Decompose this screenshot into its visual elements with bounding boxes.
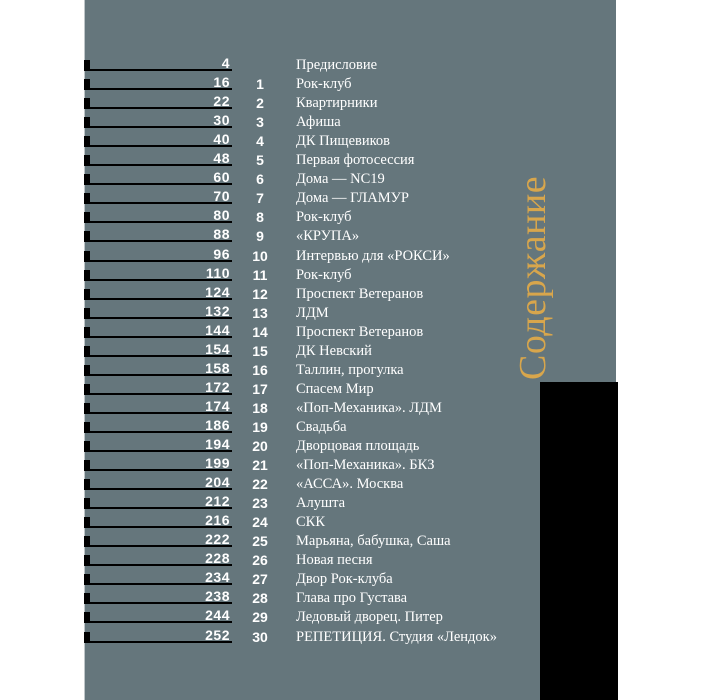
- page-number: 204: [205, 474, 230, 491]
- rule-marker: [84, 270, 90, 279]
- page-number: 154: [205, 340, 230, 357]
- toc-entry: [0, 131, 700, 153]
- page-number: 4: [221, 55, 230, 71]
- rule-marker: [84, 231, 90, 240]
- chapter-number: 19: [252, 418, 268, 435]
- toc-entry: [0, 226, 700, 248]
- rule-marker: [84, 632, 90, 641]
- page-rule: [84, 207, 232, 229]
- chapter-title: ДК Пищевиков: [296, 133, 391, 150]
- rule-marker: [84, 79, 90, 88]
- toc-entry: [0, 93, 700, 115]
- chapter-title: Спасем Мир: [296, 380, 374, 397]
- chapter-number: 23: [252, 495, 268, 512]
- chapter-number: 29: [252, 609, 268, 626]
- page-number: 16: [213, 74, 230, 91]
- page-number: 132: [205, 302, 230, 319]
- rule-marker: [84, 612, 90, 621]
- chapter-number: 24: [252, 514, 268, 531]
- chapter-title: Рок-клуб: [296, 266, 352, 283]
- rule-line: [84, 164, 232, 166]
- page-number: 70: [213, 188, 230, 205]
- chapter-number: 21: [252, 457, 268, 474]
- page-number: 80: [213, 207, 230, 224]
- kino-logo: КИНО: [625, 221, 727, 470]
- toc-entry: [0, 321, 700, 344]
- chapter-title: Проспект Ветеранов: [296, 285, 424, 302]
- rule-line: [84, 240, 232, 242]
- toc-entry: [0, 112, 700, 134]
- page-rule: [84, 150, 232, 172]
- page-number: 96: [213, 245, 230, 262]
- toc-entry: [0, 474, 700, 496]
- page-number: 199: [205, 455, 230, 472]
- toc-entry: [0, 416, 700, 439]
- rule-line: [84, 126, 232, 128]
- chapter-title: Таллин, прогулка: [296, 361, 404, 378]
- chapter-title: ЛДМ: [296, 304, 329, 321]
- rule-line: [84, 69, 232, 71]
- chapter-number: 20: [252, 438, 268, 454]
- chapter-number: 12: [252, 285, 268, 302]
- page-number: 238: [205, 588, 230, 605]
- rule-marker: [84, 136, 90, 145]
- toc-entry: [0, 245, 700, 268]
- toc-entry: [0, 359, 700, 382]
- page-rule: [84, 169, 232, 191]
- page-number: 222: [205, 531, 230, 548]
- page-number: 194: [205, 436, 230, 452]
- page-number: 234: [205, 569, 230, 586]
- toc-entry: [0, 150, 700, 172]
- toc-entry: [0, 455, 700, 477]
- rule-marker: [84, 365, 90, 374]
- toc-entry: [0, 74, 700, 96]
- page-number: 172: [205, 378, 230, 395]
- rule-marker: [84, 422, 90, 431]
- rule-line: [84, 221, 232, 223]
- toc-entry: [0, 493, 700, 515]
- rule-marker: [84, 536, 90, 545]
- page-number: 174: [205, 397, 230, 414]
- chapter-title: Алушта: [296, 495, 346, 512]
- page-number: 60: [213, 169, 230, 186]
- toc-entry: [0, 207, 700, 229]
- page-rule: [84, 188, 232, 210]
- toc-entry: [0, 531, 700, 553]
- toc-entry: [0, 55, 700, 77]
- page-rule: [84, 226, 232, 248]
- page-number: 110: [205, 264, 230, 281]
- chapter-title: «Поп-Механика». БКЗ: [296, 457, 435, 474]
- chapter-title: Ледовый дворец. Питер: [296, 609, 443, 626]
- toc-entry: [0, 569, 700, 591]
- toc-entry: [0, 588, 700, 610]
- chapter-number: 10: [252, 247, 268, 264]
- toc-entry: [0, 607, 700, 629]
- chapter-title: Первая фотосессия: [296, 152, 415, 169]
- rule-marker: [84, 117, 90, 126]
- chapter-number: 11: [252, 266, 268, 283]
- toc-entry: [0, 283, 700, 306]
- chapter-number: 1: [256, 76, 264, 93]
- chapter-title: Дворцовая площадь: [296, 438, 420, 454]
- chapter-title: Квартирники: [296, 95, 378, 112]
- page-rule: [84, 112, 232, 134]
- chapter-number: 30: [252, 628, 268, 645]
- rule-marker: [84, 174, 90, 183]
- page-number: 252: [205, 626, 230, 643]
- chapter-number: 25: [252, 533, 268, 550]
- rule-marker: [84, 98, 90, 107]
- chapter-number: 9: [256, 228, 264, 245]
- chapter-title: «КРУПА»: [296, 228, 360, 245]
- page-number: 144: [205, 321, 230, 338]
- page-rule: [84, 626, 232, 649]
- page-number: 158: [205, 359, 230, 376]
- chapter-number: 13: [252, 304, 268, 321]
- chapter-number: 26: [252, 552, 268, 569]
- rule-marker: [84, 593, 90, 602]
- chapter-title: Марьяна, бабушка, Саша: [296, 533, 451, 550]
- chapter-number: 27: [252, 571, 268, 588]
- rule-line: [84, 107, 232, 109]
- toc-entry: [0, 302, 700, 325]
- rule-marker: [84, 403, 90, 412]
- chapter-title: Дома — NC19: [296, 171, 385, 188]
- chapter-title: Новая песня: [296, 552, 373, 569]
- chapter-number: 6: [256, 171, 264, 188]
- chapter-number: 14: [252, 323, 268, 340]
- chapter-title: СКК: [296, 514, 326, 531]
- contents-heading: Содержание: [512, 175, 554, 380]
- chapter-number: 2: [256, 95, 264, 112]
- chapter-title: Рок-клуб: [296, 209, 352, 226]
- page-rule: [84, 74, 232, 96]
- chapter-title: Рок-клуб: [296, 76, 352, 93]
- rule-marker: [84, 308, 90, 317]
- rule-marker: [84, 212, 90, 221]
- chapter-number: 15: [252, 342, 268, 359]
- chapter-title: Интервью для «РОКСИ»: [296, 247, 450, 264]
- rule-marker: [84, 517, 90, 526]
- chapter-number: 8: [256, 209, 264, 226]
- chapter-number: 5: [256, 152, 264, 169]
- chapter-title: Предисловие: [296, 57, 378, 73]
- rule-marker: [84, 289, 90, 298]
- chapter-title: Глава про Густава: [296, 590, 408, 607]
- page-number: 40: [213, 131, 230, 148]
- chapter-number: 7: [256, 190, 264, 207]
- rule-line: [84, 183, 232, 185]
- rule-marker: [84, 479, 90, 488]
- rule-marker: [84, 346, 90, 355]
- toc-entry: [0, 188, 700, 210]
- toc-entry: [0, 264, 700, 287]
- rule-marker: [84, 498, 90, 507]
- page-number: 22: [213, 93, 230, 110]
- toc-entry: [0, 436, 700, 458]
- toc-entry: [0, 550, 700, 572]
- rule-marker: [84, 60, 90, 69]
- page-number: 244: [205, 607, 230, 624]
- rule-marker: [84, 555, 90, 564]
- chapter-number: 17: [252, 380, 268, 397]
- rule-marker: [84, 327, 90, 336]
- toc-entry: [0, 512, 700, 534]
- page-number: 88: [213, 226, 230, 243]
- chapter-title: «Поп-Механика». ЛДМ: [296, 399, 442, 416]
- chapter-title: «АССА». Москва: [296, 476, 404, 493]
- page-number: 186: [205, 416, 230, 433]
- chapter-number: 22: [252, 476, 268, 493]
- toc-entry: [0, 169, 700, 191]
- chapter-number: 16: [252, 361, 268, 378]
- toc-entry: [0, 626, 700, 649]
- chapter-number: 28: [252, 590, 268, 607]
- page-number: 30: [213, 112, 230, 129]
- rule-line: [84, 145, 232, 147]
- chapter-number: 18: [252, 399, 268, 416]
- rule-marker: [84, 155, 90, 164]
- chapter-title: Свадьба: [296, 418, 347, 435]
- page-number: 216: [205, 512, 230, 529]
- rule-line: [84, 88, 232, 90]
- page-number: 48: [213, 150, 230, 167]
- rule-marker: [84, 251, 90, 260]
- toc-entry: [0, 340, 700, 363]
- toc-entry: [0, 378, 700, 401]
- chapter-title: Проспект Ветеранов: [296, 323, 424, 340]
- chapter-title: ДК Невский: [296, 342, 372, 359]
- page-rule: [84, 93, 232, 115]
- page-number: 124: [205, 283, 230, 300]
- rule-marker: [84, 193, 90, 202]
- chapter-title: Афиша: [296, 114, 341, 131]
- page-number: 228: [205, 550, 230, 567]
- page-number: 212: [205, 493, 230, 510]
- chapter-title: Дома — ГЛАМУР: [296, 190, 409, 207]
- chapter-number: 4: [256, 133, 264, 150]
- chapter-title: Двор Рок-клуба: [296, 571, 393, 588]
- rule-marker: [84, 460, 90, 469]
- page-rule: [84, 55, 232, 77]
- page-rule: [84, 131, 232, 153]
- rule-line: [84, 202, 232, 204]
- toc-entry: [0, 397, 700, 420]
- rule-marker: [84, 574, 90, 583]
- rule-marker: [84, 441, 90, 450]
- chapter-title: РЕПЕТИЦИЯ. Студия «Лендок»: [296, 628, 497, 645]
- rule-line: [84, 260, 232, 262]
- chapter-number: 3: [256, 114, 264, 131]
- rule-marker: [84, 384, 90, 393]
